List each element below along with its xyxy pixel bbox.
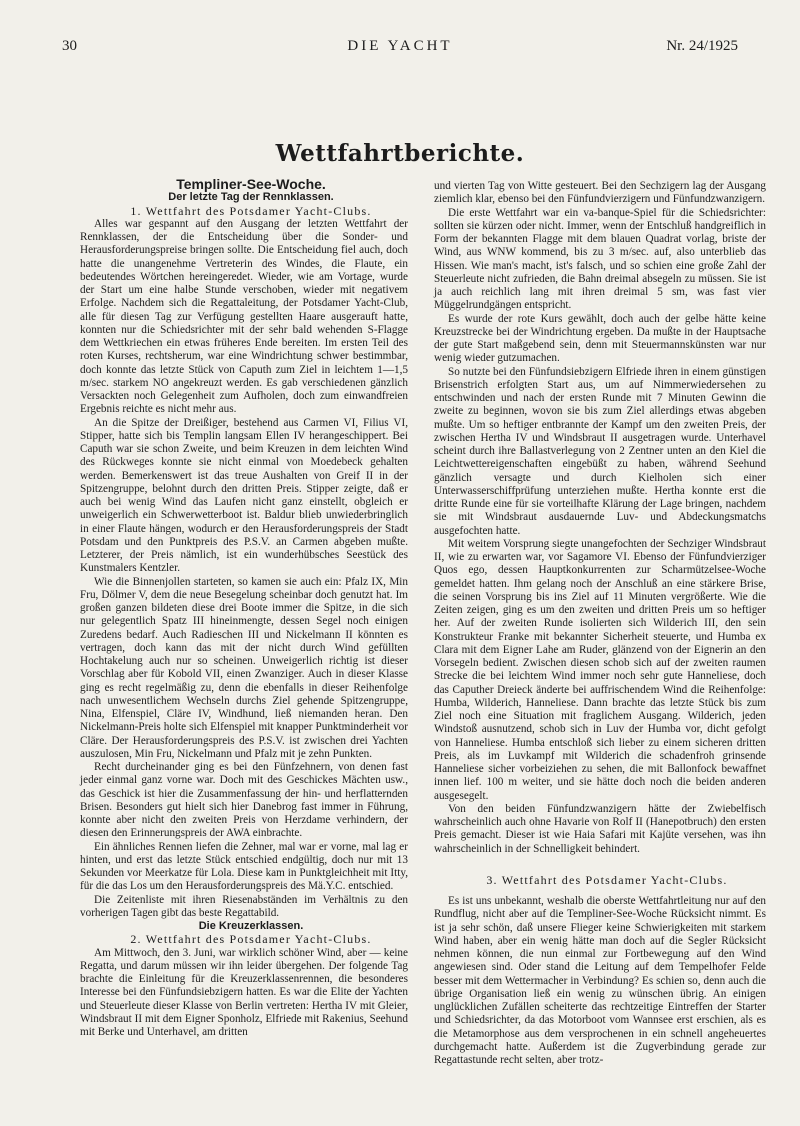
paragraph: Es wurde der rote Kurs gewählt, doch auch der gelbe hätte keine Kreuzstrecke bei der Windrichtung ergeben. Da mußte in der Hauptsache der gute Start maßgebend sein, denn mit Steuermannskünsten war nur wenig wieder gutzumachen. [434, 312, 766, 365]
paragraph: An die Spitze der Dreißiger, bestehend aus Carmen VI, Filius VI, Stipper, hatte sich bis Templin langsam Ellen IV herangeschippert. Bei Caputh war sie schon Zweite, und beim Kreuzen in dem leichten Wind des Rückweges konnte sie nicht einmal von Moedebeck gehalten werden. Bemerkenswert ist das treue Aushalten von Greif II in der Spitzengruppe, belohnt durch den dritten Preis. Stipper zeigte, daß er auch bei wenig Wind das Laufen nicht ganz einstellt, obgleich er unweigerlich ein Schwerwetterboot ist. Baldur blieb unwiederbringlich in einer Flaute hängen, wodurch er den Herausforderungspreis der Stadt Potsdam und den Punktpreis des P.S.V. an Carmen abgeben mußte. Letzterer, der Preis nämlich, ist ein wunderhübsches Seestück des Kunstmalers Kentzler. [80, 416, 408, 575]
paragraph: So nutzte bei den Fünfundsiebzigern Elfriede ihren in einem günstigen Brisenstrich erfolgten Start aus, um auf Nimmerwiedersehen zu entschwinden und nach der ersten Runde mit 7 Minuten Gewinn die zweite zu beginnen, wovon sie bis zum Ziel allerdings etwas abgeben mußte. Um so heftiger entbrannte der Kampf um den zweiten Preis, der zwischen Hertha IV und Windsbraut II ausgetragen wurde. Unterhavel scheint durch ihre Ballastverlegung von 2 Zentner unten an den Kiel die Leichtwettereigenschaften eingebüßt zu haben, während Seehund gänzlich versagte und durch Kielholen sich einer Unterwasserschiffprüfung unterziehen mußte. Hertha konnte erst die dritte Runde eine für sie vorteilhafte Klärung der Lage bringen, nachdem sie mit Windsbraut ausdauernde Luv- und Abdeckungsmatchs ausgefochten hatte. [434, 365, 766, 537]
section-title: Wettfahrtberichte. [275, 140, 525, 167]
paragraph: Die Zeitenliste mit ihren Riesenabständen im Verhältnis zu den vorherigen Tagen gibt das beste Regattabild. [80, 893, 408, 919]
article-heading: Templiner-See-Woche. [176, 176, 326, 192]
paragraph: Ein ähnliches Rennen liefen die Zehner, mal war er vorne, mal lag er hinten, und erst das letzte Stück entschied endgültig, doch nur mit 13 Sekunden vor Meerkatze für Lola. Diese kam in Punktgleichheit mit Itty, für die das Los um den Herausforderungspreis des Mä.Y.C. entschied. [80, 840, 408, 893]
paragraph: Recht durcheinander ging es bei den Fünfzehnern, von denen fast jeder einmal ganz vorne war. Doch mit des Geschickes Mächten usw., das Geschick ist hier die Zusammenfassung der hin- und herflatternden Brisen. Besonders gut hielt sich hier Danebrog fast immer in Führung, konnte aber nicht den zweiten Preis von Herzdame verhindern, der diesen den Erinnerungspreis der AWA einbrachte. [80, 761, 408, 840]
left-column [80, 178, 408, 1039]
paragraph: Am Mittwoch, den 3. Juni, war wirklich schöner Wind, aber — keine Regatta, und darum müssen wir ihn leider übergehen. Der folgende Tag brachte die Einleitung für die Kreuzerklassenrennen, die besonderes Interesse bei den Fünfundsiebzigern hatten. Es war die Elite der Yachten und Steuerleute dieser Klasse von Berlin vertreten: Hertha IV mit Gleier, Windsbraut II mit dem Eigner Sponholz, Elfriede mit Rakenius, Seehund mit Berke und Unterhavel, am dritten [80, 946, 408, 1038]
right-column [434, 180, 766, 1067]
cruiser-classes-heading: Die Kreuzerklassen. [198, 920, 304, 932]
race-1-heading: 1. Wettfahrt des Potsdamer Yacht-Clubs. [130, 203, 372, 218]
article-subheading: Der letzte Tag der Rennklassen. [168, 191, 334, 204]
race-2-heading: 2. Wettfahrt des Potsdamer Yacht-Clubs. [130, 932, 372, 947]
journal-title: DIE YACHT [347, 38, 453, 54]
paragraph: Alles war gespannt auf den Ausgang der letzten Wettfahrt der Rennklassen, der die Entscheidung über die Sonder- und Herausforderungspreise bringen sollte. Die Entscheidung fiel auch, doch hatte die unangenehme Vertreterin des Windes, die Flaute, ein bedeutendes Wörtchen hereingeredet. Wieder, wie am Vortage, wurde der Start um eine halbe Stunde verschoben, wieder mit negativem Erfolge. Nachdem sich die Regattaleitung, der Potsdamer Yacht-Club, alle für diesen Tag zur Verfügung gestellten Haare ausgerauft hatte, konnten nur die Schiedsrichter mit der sehr bald wehenden S-Flagge dem Wettkriechen ein etwas früheres Ende bereiten. Im ersten Teil des roten Kurses, rechtsherum, war eine Windrichtung schwer bestimmbar, doch konnte das letzte Stück von Caputh zum Ziel in leichtem 1—1,5 m/sec. starkem NO angekreuzt werden. Es gab verschiedenen gänzlich Versackten noch Gelegenheit zum Aufholen, doch zum einwandfreien Ergebnis reichte es nicht mehr aus. [80, 217, 408, 416]
race-3-heading: 3. Wettfahrt des Potsdamer Yacht-Clubs. [486, 872, 728, 887]
paragraph: Mit weitem Vorsprung siegte unangefochten der Sechziger Windsbraut II, wie zu erwarten war, vor Sagamore VI. Ebenso der Fünfundvierziger Quos ego, dessen Hauptkonkurrenten zur Scharmützelsee-Woche gemeldet hatten. Ihm gelang noch der Anschluß an eine stärkere Brise, die seinen Vorsprung bis ins Ziel auf 11 Minuten vergrößerte. Wie die Zeiten zeigen, ging es um den zweiten und dritten Preis um so heftiger her. Auf der zweiten Runde isolierten sich Wilderich III, den sein Konstrukteur Franke mit bekannter Sicherheit steuerte, und Humba ex Clara mit dem Eigner Lahe am Ruder, glänzend von der Eignerin an den Vorsegeln bedient. Zwischen diesen schob sich auf der zweiten raumen Strecke die bei leichtem Wind immer noch sehr gute Hanneliese, doch das Caputher Dreieck änderte bei auffrischendem Wind die Reihenfolge: Humba, Wilderich, Hanneliese. Dann brachte das letzte Stück bis zum Ziel noch eine Situation mit fraglichem Ausgang. Wilderich, jeden Windstoß ausnutzend, schob sich in Luv der Humba vor, dicht gefolgt von Hanneliese. Humba entschloß sich lieber zu einem sicheren dritten Preis, als im Luvkampf mit Wilderich die schadenfroh grinsende Hanneliese sicher vorbeiziehen zu sehen, die mit Ballonfock bewaffnet innen lief. 100 m weiter, und sie hätte doch noch die beiden anderen ausgesegelt. [434, 537, 766, 802]
paragraph: Von den beiden Fünfundzwanzigern hätte der Zwiebelfisch wahrscheinlich auch ohne Havarie von Rolf II (Hanepotbruch) den ersten Preis gemacht. Dieser ist wie Haia Safari mit Kajüte versehen, was ihn wahrscheinlich in der Schnelligkeit behindert. [434, 802, 766, 855]
paragraph: Wie die Binnenjollen starteten, so kamen sie auch ein: Pfalz IX, Min Fru, Dölmer V, dem die neue Besegelung scheinbar doch genutzt hat. Im großen ganzen bildeten diese drei Boote immer die Spitze, in die sich nur gelegentlich Spatz III hineinmengte, dessen Segel noch einigen Zuredens bedarf. Auch Radieschen III und Nickelmann II könnten es vertragen, doch kann das mit der nicht durch Wind gefüllten Hochtakelung auch nur so scheinen. Unweigerlich richtig ist dieser Vorschlag aber für Kobold VII, einen Zwanziger. Auch in dieser Klasse ging es recht regelmäßig zu, denn die ebenfalls in dieser Reihenfolge nach unwesentlichem Wechseln durchs Ziel gehende Spitzengruppe, Nina, Elfenspiel, Cläre IV, Windhund, ließ niemanden heran. Den Nickelmann-Preis holte sich Elfenspiel mit knapper Punktminderheit vor Cläre. Der Herausforderungspreis des P.S.V. ist zwischen drei Yachten auszulosen, Min Fru, Nickelmann und Pfalz mit je zehn Punkten. [80, 575, 408, 760]
issue-number: Nr. 24/1925 [666, 38, 738, 54]
paragraph: Es ist uns unbekannt, weshalb die oberste Wettfahrtleitung nur auf den Rundflug, nicht aber auf die Templiner-See-Woche Rücksicht nimmt. Es ist ja sehr schön, daß unsere Flieger keine Schwierigkeiten mit starkem Wind haben, aber ein wenig hätte man doch auf die Segler Rücksicht nehmen können, die nun einmal zur Fortbewegung auf den Wind angewiesen sind. Oder stand die Leitung auf dem Tempelhofer Felde besser mit dem Wettermacher in Verbindung? Es schien so, denn auch die übrige Organisation ließ ein wenig zu wünschen übrig. An einigen unglücklichen Zufällen scheiterte das rechtzeitige Eintreffen der Starter und Schiedsrichter, da das Motorboot vom Wannsee erst erschien, als es die Metamorphose aus dem versprochenen in ein schnell angeheuertes durchgemacht hatte. Außerdem ist die Zugverbindung gerade zur Regattastunde recht selten, aber trotz- [434, 895, 766, 1066]
paragraph: Die erste Wettfahrt war ein va-banque-Spiel für die Schiedsrichter: sollten sie kürzen oder nicht. Immer, wenn der Entschluß handgreiflich in Form der bekannten Flagge mit dem blauen Quadrat vorlag, briste der Wind, aus WNW kommend, bis zu 3 m/sec. auf, also unterblieb das Hissen. Wie man's macht, ist's falsch, und so schien eine große Zahl der Steuerleute nicht zufrieden, die Bahn dreimal absegeln zu müssen. Sie ist ja auch reichlich lang mit ihren dreimal 5 sm, was fast vier Müggelrundgängen entspricht. [434, 206, 766, 312]
page-number: 30 [62, 38, 77, 54]
paragraph: und vierten Tag von Witte gesteuert. Bei den Sechzigern lag der Ausgang ziemlich klar, ebenso bei den Fünfundvierzigern und Fünfundzwanzigern. [434, 180, 766, 206]
running-header [62, 38, 738, 60]
